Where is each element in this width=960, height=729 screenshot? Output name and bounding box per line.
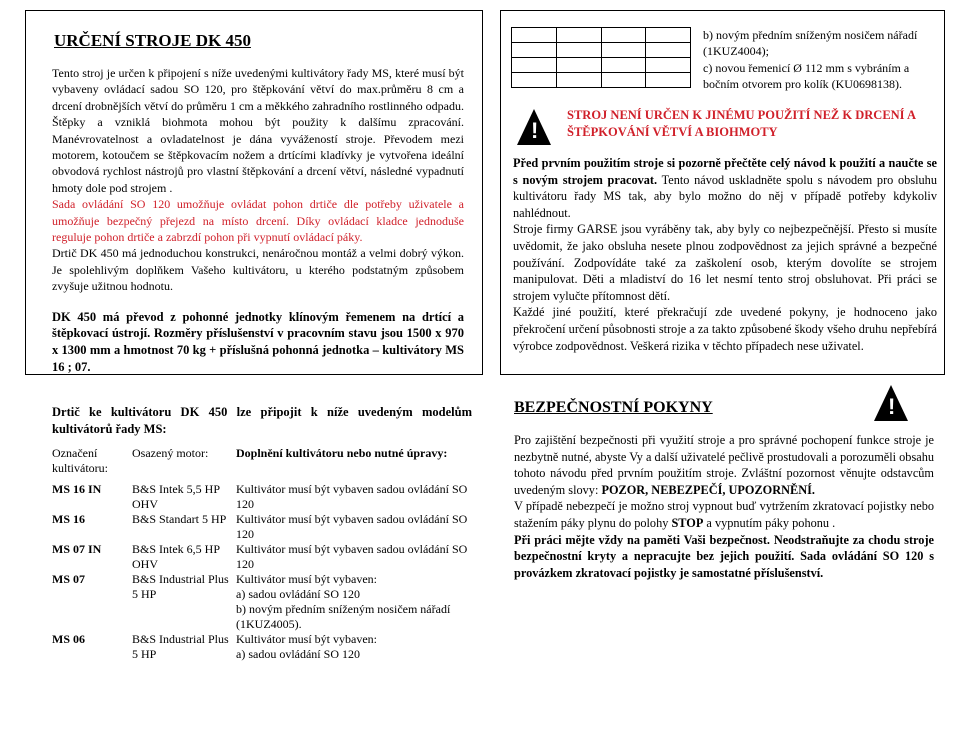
table-row: MS 07 IN B&S Intek 6,5 HP OHV Kultivátor musí být vybaven sadou ovládání SO 120 xyxy=(52,541,468,571)
header-grid xyxy=(511,27,691,88)
purpose-paragraph-1: Tento stroj je určen k připojení s níže uvedenými kultivátory řady MS, které musí být vybaveny ovládací sadou SO 120, pro štěpkování větví do max.průměru 8 cm a drcení drobnějších větví do průměru 1 cm a měkkého zahradního rostlinného odpadu. Štěpky a vzniklá biohmota mohou být použity k dalšímu zpracování. Manévrovatelnost a ovladatelnost je dána vyvážeností stroje. Převodem mezi motorem, kotoučem se štěpkovacím nožem a drtícími kladívky je vytvořena ideální obvodová rychlost nástrojů pro vlastní štěpkování a drcení větví, následné vypadnutí hmoty dole pod strojem . xyxy=(52,66,464,195)
models-table xyxy=(52,446,472,662)
models-intro: Drtič ke kultivátoru DK 450 lze připojit k níže uvedeným modelům kultivátorů řady MS: xyxy=(52,405,472,436)
safety-text xyxy=(514,432,934,581)
table-row: MS 06 B&S Industrial Plus 5 HP Kultivátor musí být vybaven: a) sadou ovládání SO 120 xyxy=(52,631,377,661)
usage-warning: STROJ NENÍ URČEN K JINÉMU POUŽITÍ NEŽ K DRCENÍ A ŠTĚPKOVÁNÍ VĚTVÍ A BIOHMOTY xyxy=(567,108,916,139)
safety-paragraph-3: Při práci mějte vždy na paměti Vaši bezpečnost. Neodstraňujte za chodu stroje bezpečnostní kryty a nepracujte bez jejich použití. Sada ovládání SO 120 s provázkem zkratovací pojistky je samostatné příslušenství. xyxy=(514,532,934,580)
bottom-left-panel xyxy=(52,404,472,662)
table-row: MS 07 B&S Industrial Plus 5 HP Kultivátor musí být vybaven: a) sadou ovládání SO 120 b) novým předním sníženým nosičem nářadí (1KUZ4005). xyxy=(52,571,451,631)
modification-item-c: c) novou řemenicí Ø 112 mm s vybráním a bočním otvorem pro kolík (KU0698138). xyxy=(703,60,910,92)
modification-item-b: b) novým předním sníženým nosičem nářadí (1KUZ4004); xyxy=(703,28,918,59)
header-engine: Osazený motor: xyxy=(132,445,209,460)
safety-paragraph-1: Pro zajištění bezpečnosti při využití stroje a pro správné pochopení funkce stroje je nezbytně nutné, abyste Vy a další uživatelé pečlivě prostudovali a porozuměli obsahu tohoto návodu před prvním použitím stroje. Zvláštní pozornost věnujte odstavcům uvedeným slovy: POZOR, NEBEZPEČÍ, UPOZORNĚNÍ. xyxy=(514,433,934,497)
purpose-paragraph-3: Drtič DK 450 má jednoduchou konstrukci, nenáročnou montáž a velmi dobrý výkon. Je spolehlivým doplňkem Vašeho kultivátoru, u kterého podstatným způsobem zvyšuje užitnou hodnotu. xyxy=(52,246,464,294)
models-table-header xyxy=(52,446,472,482)
safety-intro-paragraph-3: Každé jiné použití, které překračují zde uvedené pokyny, je hodnoceno jako překročení určení působnosti stroje a za takto způsobené škody všeho druhu nepřebírá výrobce zodpovědnost. Veškerá rizika v těchto případech nese uživatel. xyxy=(513,305,937,353)
safety-intro-paragraph-2: Stroje firmy GARSE jsou vyráběny tak, aby byly co nejbezpečnější. Přesto si musíte uvědomit, že jako obsluha nesete plnou zodpovědnost za jejich správné a bezpečné používání. Zodpovídáte také za zaškolení osob, kterým dovolíte se strojem manipulovat. Děti a mladiství do 16 let nesmí tento stroj obsluhovat. Při práci se strojem vylučte přítomnost dětí. xyxy=(513,222,937,303)
modification-list xyxy=(703,27,935,93)
purpose-paragraph-2: Sada ovládání SO 120 umožňuje ovládat pohon drtiče dle potřeby uživatele a umožňuje bezpečný přejezd na místo drcení. Díky ovládací kladce jednoduše reguluje pohon drtiče a zabrzdí pohon při vypnutí ovládací páky. xyxy=(52,197,464,245)
warning-icon: ! xyxy=(517,109,551,145)
section-title-purpose: URČENÍ STROJE DK 450 xyxy=(54,31,251,50)
section-title-safety: BEZPEČNOSTNÍ POKYNY xyxy=(514,399,713,416)
purpose-text xyxy=(52,65,464,376)
purpose-paragraph-4: DK 450 má převod z pohonné jednotky klínovým řemenem na drtící a štěpkovací ústrojí. Rozměry příslušenství v pracovním stavu jsou 1500 x 970 x 1300 mm a hmotnost 70 kg + příslušná pohonná jednotka – kultivátory MS 16 ; 07. xyxy=(52,309,464,375)
warning-icon: ! xyxy=(874,385,908,421)
safety-paragraph-2: V případě nebezpečí je možno stroj vypnout buď vytržením zkratovací pojistky nebo stažením páky plynu do polohy STOP a vypnutím páky pohonu . xyxy=(514,499,934,530)
table-row: MS 16 IN B&S Intek 5,5 HP OHV Kultivátor musí být vybaven sadou ovládání SO 120 xyxy=(52,481,468,511)
header-model: Označení kultivátoru: xyxy=(52,445,108,475)
top-left-panel xyxy=(25,10,483,375)
top-right-panel xyxy=(500,10,945,375)
header-note: Doplnění kultivátoru nebo nutné úpravy: xyxy=(236,445,448,460)
table-row: MS 16 B&S Standart 5 HP Kultivátor musí být vybaven sadou ovládání SO 120 xyxy=(52,511,468,541)
safety-intro-text xyxy=(513,155,937,354)
safety-intro-paragraph-1: Před prvním použitím stroje si pozorně přečtěte celý návod k použití a naučte se s novým strojem pracovat. Tento návod uskladněte spolu s návodem pro obsluhu kultivátoru řady MS tak, aby bylo možno do něj v případě potřeby kdykoliv nahlédnout. xyxy=(513,156,937,220)
